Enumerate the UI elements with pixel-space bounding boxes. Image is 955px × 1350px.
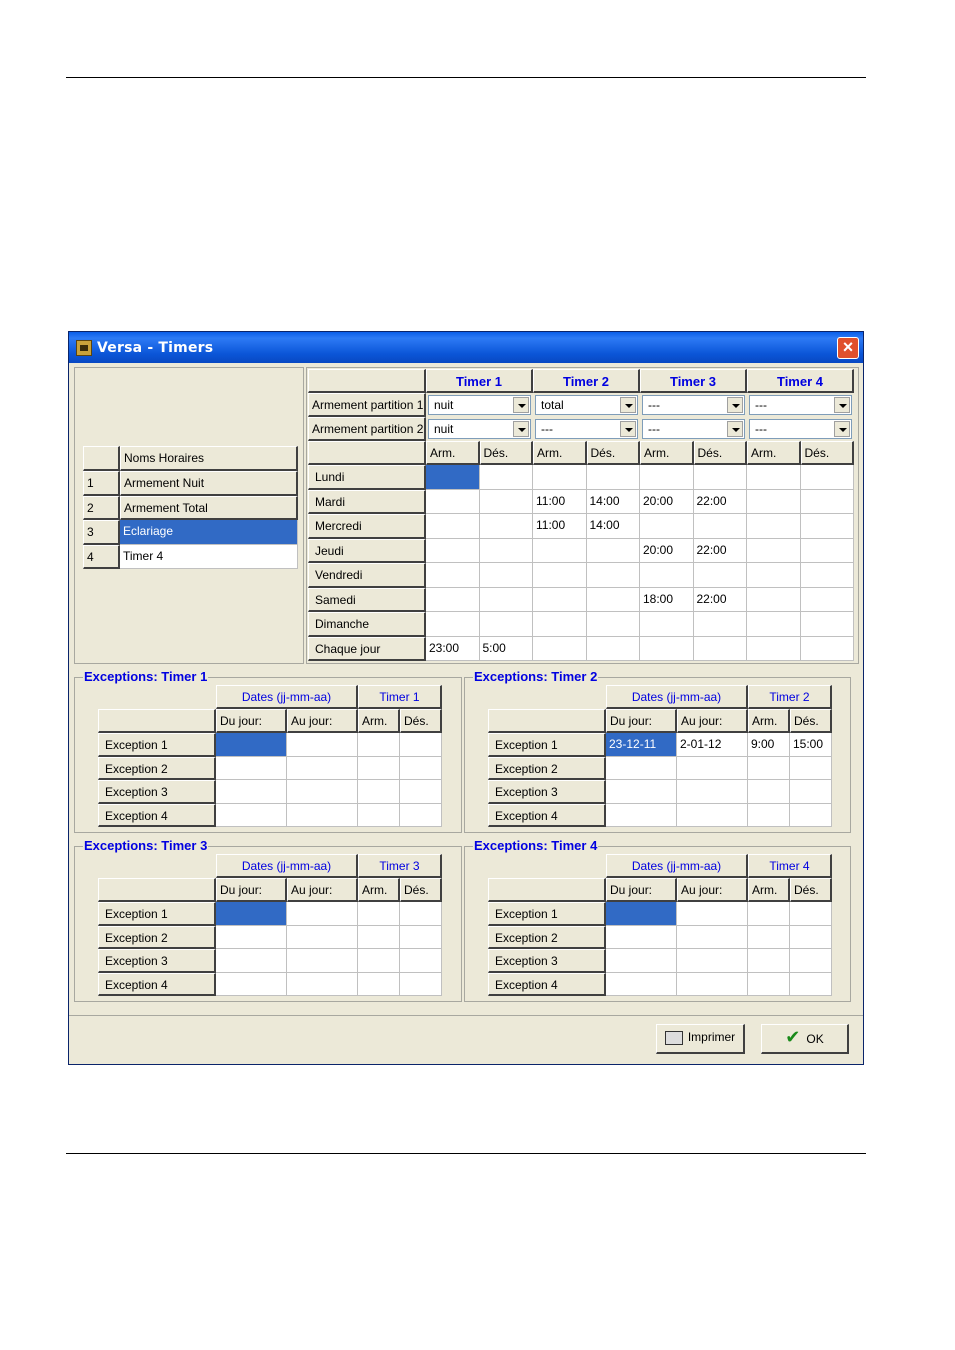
schedule-cell[interactable]: 14:00 <box>587 514 641 539</box>
exception-row-label: Exception 3 <box>98 780 216 804</box>
exception-row-label: Exception 1 <box>98 902 216 926</box>
dropdown-arrow-icon[interactable] <box>834 397 850 413</box>
schedule-cell[interactable] <box>533 588 587 613</box>
exception-cell[interactable] <box>400 949 442 973</box>
exception-cell[interactable] <box>400 757 442 781</box>
exception-cell[interactable] <box>287 757 358 781</box>
exception-cell[interactable] <box>677 926 748 950</box>
exception-cell[interactable] <box>677 780 748 804</box>
exceptions-title: Exceptions: Timer 3 <box>84 838 208 853</box>
schedule-cell[interactable] <box>694 612 748 637</box>
exception-cell[interactable] <box>400 926 442 950</box>
footer-divider <box>69 1015 863 1016</box>
day-label: Mardi <box>308 490 426 515</box>
exception-cell[interactable] <box>358 926 400 950</box>
schedule-cell[interactable] <box>480 612 534 637</box>
exception-cell[interactable] <box>790 757 832 781</box>
exception-row-label: Exception 4 <box>98 973 216 997</box>
names-row-number: 4 <box>83 545 120 570</box>
schedule-cell[interactable] <box>694 637 748 662</box>
names-row-name[interactable]: Armement Nuit <box>120 471 298 496</box>
schedule-cell[interactable] <box>533 612 587 637</box>
exception-cell[interactable] <box>358 733 400 757</box>
exception-cell[interactable] <box>358 973 400 997</box>
dropdown-arrow-icon[interactable] <box>727 421 743 437</box>
schedule-cell[interactable] <box>533 465 587 490</box>
dropdown-arrow-icon[interactable] <box>727 397 743 413</box>
exceptions-corner <box>98 709 216 733</box>
schedule-cell[interactable] <box>694 514 748 539</box>
schedule-cell[interactable] <box>640 563 694 588</box>
day-label: Chaque jour <box>308 637 426 662</box>
exception-row-label: Exception 2 <box>98 926 216 950</box>
exception-cell[interactable] <box>748 804 790 828</box>
partition-2-timer-3-select[interactable] <box>642 419 745 439</box>
timer-header-3: Timer 3 <box>640 369 747 393</box>
schedule-cell[interactable] <box>747 465 801 490</box>
schedule-cell[interactable] <box>480 490 534 515</box>
schedule-cell[interactable] <box>533 563 587 588</box>
exception-row-label: Exception 3 <box>98 949 216 973</box>
app-icon <box>76 340 92 356</box>
partition-1-timer-1-select[interactable] <box>428 395 531 415</box>
exception-cell[interactable]: 15:00 <box>790 733 832 757</box>
schedule-cell[interactable] <box>801 612 855 637</box>
schedule-cell[interactable]: 5:00 <box>480 637 534 662</box>
exception-cell[interactable] <box>677 902 748 926</box>
schedule-cell[interactable]: 20:00 <box>640 490 694 515</box>
partition-label-1: Armement partition 1 <box>308 393 426 417</box>
names-corner <box>83 446 120 471</box>
day-label: Dimanche <box>308 612 426 637</box>
select-value: --- <box>755 422 767 436</box>
schedule-cell[interactable] <box>747 539 801 564</box>
exception-cell[interactable] <box>606 902 677 926</box>
exception-cell[interactable] <box>216 780 287 804</box>
exceptions-timer-1-group <box>74 669 462 833</box>
des-header: Dés. <box>694 441 748 465</box>
select-value: total <box>541 398 564 412</box>
schedule-cell[interactable] <box>480 514 534 539</box>
exception-cell[interactable] <box>790 973 832 997</box>
schedule-cell[interactable] <box>480 588 534 613</box>
arm-header: Arm. <box>640 441 694 465</box>
exceptions-corner <box>488 709 606 733</box>
exception-column-header: Du jour: <box>606 709 677 733</box>
schedule-cell[interactable] <box>587 637 641 662</box>
exception-cell[interactable] <box>287 733 358 757</box>
title-bar[interactable] <box>69 332 863 363</box>
day-label: Mercredi <box>308 514 426 539</box>
schedule-cell[interactable] <box>747 514 801 539</box>
schedule-cell[interactable] <box>694 465 748 490</box>
schedule-cell[interactable] <box>801 490 855 515</box>
close-button[interactable] <box>837 337 859 359</box>
schedule-cell[interactable] <box>747 637 801 662</box>
exception-cell[interactable] <box>400 733 442 757</box>
exception-row-label: Exception 1 <box>488 902 606 926</box>
names-panel <box>74 367 304 664</box>
dates-header: Dates (jj-mm-aa) <box>606 854 748 878</box>
schedule-cell[interactable] <box>747 612 801 637</box>
partition-1-timer-4-select[interactable] <box>749 395 852 415</box>
exception-cell[interactable] <box>216 804 287 828</box>
schedule-cell[interactable] <box>801 465 855 490</box>
exception-row-label: Exception 2 <box>98 757 216 781</box>
exception-cell[interactable] <box>677 804 748 828</box>
exception-row-label: Exception 3 <box>488 949 606 973</box>
exception-column-header: Arm. <box>748 709 790 733</box>
partition-1-timer-3-select[interactable] <box>642 395 745 415</box>
partition-2-timer-2-select[interactable] <box>535 419 638 439</box>
exception-cell[interactable]: 9:00 <box>748 733 790 757</box>
exception-column-header: Au jour: <box>287 709 358 733</box>
exceptions-title: Exceptions: Timer 2 <box>474 669 598 684</box>
exception-row-label: Exception 4 <box>488 973 606 997</box>
exception-cell[interactable] <box>790 780 832 804</box>
exception-row-label: Exception 1 <box>98 733 216 757</box>
exception-cell[interactable] <box>358 949 400 973</box>
names-row-number: 3 <box>83 520 120 545</box>
des-header: Dés. <box>587 441 641 465</box>
exception-cell[interactable]: 2-01-12 <box>677 733 748 757</box>
exception-cell[interactable] <box>606 926 677 950</box>
schedule-cell[interactable] <box>587 588 641 613</box>
exceptions-corner <box>488 878 606 902</box>
names-row-name[interactable]: Eclariage <box>120 520 298 545</box>
exception-cell[interactable] <box>287 926 358 950</box>
ok-button[interactable] <box>761 1024 849 1054</box>
schedule-cell[interactable] <box>480 563 534 588</box>
exception-cell[interactable] <box>606 780 677 804</box>
schedule-cell[interactable] <box>587 563 641 588</box>
day-label: Lundi <box>308 465 426 490</box>
exceptions-corner <box>98 878 216 902</box>
exception-cell[interactable]: 23-12-11 <box>606 733 677 757</box>
exception-timer-header: Timer 2 <box>748 685 832 709</box>
exception-cell[interactable] <box>606 973 677 997</box>
exceptions-title: Exceptions: Timer 1 <box>84 669 208 684</box>
exception-column-header: Au jour: <box>287 878 358 902</box>
exception-cell[interactable] <box>606 949 677 973</box>
exception-column-header: Du jour: <box>216 878 287 902</box>
schedule-cell[interactable] <box>640 637 694 662</box>
exception-cell[interactable] <box>748 926 790 950</box>
partition-1-timer-2-select[interactable] <box>535 395 638 415</box>
exception-cell[interactable] <box>677 757 748 781</box>
select-value: nuit <box>434 398 454 412</box>
schedule-cell[interactable]: 22:00 <box>694 490 748 515</box>
names-header: Noms Horaires <box>120 446 298 471</box>
dates-header: Dates (jj-mm-aa) <box>216 854 358 878</box>
timer-header-1: Timer 1 <box>426 369 533 393</box>
exception-cell[interactable] <box>400 973 442 997</box>
exceptions-timer-4-group <box>464 838 851 1002</box>
exception-cell[interactable] <box>606 757 677 781</box>
exception-cell[interactable] <box>606 804 677 828</box>
exception-cell[interactable] <box>287 902 358 926</box>
schedule-cell[interactable]: 23:00 <box>426 637 480 662</box>
dropdown-arrow-icon[interactable] <box>834 421 850 437</box>
names-row-name[interactable]: Timer 4 <box>120 545 298 570</box>
exception-column-header: Dés. <box>790 878 832 902</box>
schedule-cell[interactable] <box>426 465 480 490</box>
arm-header: Arm. <box>747 441 801 465</box>
schedule-cell[interactable] <box>640 612 694 637</box>
checkmark-icon: ✔ <box>785 1027 801 1047</box>
page-bottom-rule <box>66 1153 866 1154</box>
exception-cell[interactable] <box>677 949 748 973</box>
schedule-cell[interactable]: 22:00 <box>694 539 748 564</box>
select-value: nuit <box>434 422 454 436</box>
exception-row-label: Exception 2 <box>488 926 606 950</box>
print-button-label: Imprimer <box>687 1030 736 1044</box>
exception-cell[interactable] <box>748 902 790 926</box>
dates-header: Dates (jj-mm-aa) <box>216 685 358 709</box>
schedule-cell[interactable] <box>533 539 587 564</box>
exception-column-header: Au jour: <box>677 878 748 902</box>
schedule-cell[interactable] <box>801 588 855 613</box>
exceptions-timer-2-group <box>464 669 851 833</box>
exception-column-header: Dés. <box>400 878 442 902</box>
exception-column-header: Dés. <box>400 709 442 733</box>
schedule-panel <box>306 367 859 664</box>
print-button[interactable] <box>656 1024 745 1054</box>
days-corner <box>308 441 426 465</box>
partition-2-timer-1-select[interactable] <box>428 419 531 439</box>
exception-cell[interactable] <box>358 902 400 926</box>
schedule-cell[interactable] <box>747 490 801 515</box>
exception-timer-header: Timer 1 <box>358 685 442 709</box>
schedule-corner <box>308 369 426 393</box>
close-icon: × <box>842 337 854 357</box>
exception-column-header: Arm. <box>748 878 790 902</box>
exception-cell[interactable] <box>287 804 358 828</box>
window-title: Versa - Timers <box>97 340 214 356</box>
exception-cell[interactable] <box>400 902 442 926</box>
des-header: Dés. <box>801 441 855 465</box>
exception-cell[interactable] <box>790 902 832 926</box>
timer-header-2: Timer 2 <box>533 369 640 393</box>
exception-row-label: Exception 4 <box>488 804 606 828</box>
arm-header: Arm. <box>533 441 587 465</box>
schedule-cell[interactable] <box>640 465 694 490</box>
exceptions-timer-3-group <box>74 838 462 1002</box>
exception-cell[interactable] <box>216 926 287 950</box>
schedule-cell[interactable]: 22:00 <box>694 588 748 613</box>
exceptions-title: Exceptions: Timer 4 <box>474 838 598 853</box>
schedule-cell[interactable] <box>587 539 641 564</box>
dropdown-arrow-icon[interactable] <box>620 397 636 413</box>
exception-column-header: Du jour: <box>216 709 287 733</box>
select-value: --- <box>541 422 553 436</box>
schedule-cell[interactable] <box>587 465 641 490</box>
exception-cell[interactable] <box>677 973 748 997</box>
dates-header: Dates (jj-mm-aa) <box>606 685 748 709</box>
schedule-cell[interactable]: 11:00 <box>533 514 587 539</box>
schedule-cell[interactable] <box>426 563 480 588</box>
schedule-cell[interactable] <box>801 514 855 539</box>
exception-cell[interactable] <box>790 804 832 828</box>
exception-column-header: Au jour: <box>677 709 748 733</box>
exception-cell[interactable] <box>216 902 287 926</box>
schedule-cell[interactable]: 11:00 <box>533 490 587 515</box>
timers-window <box>68 331 864 1065</box>
schedule-cell[interactable] <box>480 539 534 564</box>
names-row-name[interactable]: Armement Total <box>120 496 298 521</box>
exception-cell[interactable] <box>287 949 358 973</box>
exception-cell[interactable] <box>400 804 442 828</box>
names-row-number: 1 <box>83 471 120 496</box>
schedule-cell[interactable] <box>480 465 534 490</box>
exception-cell[interactable] <box>287 780 358 804</box>
exception-row-label: Exception 1 <box>488 733 606 757</box>
names-row-number: 2 <box>83 496 120 521</box>
exception-row-label: Exception 3 <box>488 780 606 804</box>
schedule-cell[interactable] <box>533 637 587 662</box>
exception-cell[interactable] <box>358 780 400 804</box>
des-header: Dés. <box>480 441 534 465</box>
select-value: --- <box>648 422 660 436</box>
partition-label-2: Armement partition 2 <box>308 417 426 441</box>
dropdown-arrow-icon[interactable] <box>513 397 529 413</box>
exception-cell[interactable] <box>748 780 790 804</box>
exception-column-header: Dés. <box>790 709 832 733</box>
schedule-cell[interactable] <box>587 612 641 637</box>
arm-header: Arm. <box>426 441 480 465</box>
schedule-cell[interactable] <box>426 539 480 564</box>
timer-header-4: Timer 4 <box>747 369 854 393</box>
schedule-cell[interactable] <box>747 588 801 613</box>
day-label: Samedi <box>308 588 426 613</box>
dropdown-arrow-icon[interactable] <box>513 421 529 437</box>
schedule-cell[interactable]: 18:00 <box>640 588 694 613</box>
exception-cell[interactable] <box>216 949 287 973</box>
select-value: --- <box>648 398 660 412</box>
exception-cell[interactable] <box>748 973 790 997</box>
dropdown-arrow-icon[interactable] <box>620 421 636 437</box>
schedule-cell[interactable]: 20:00 <box>640 539 694 564</box>
exception-cell[interactable] <box>400 780 442 804</box>
schedule-cell[interactable] <box>801 563 855 588</box>
exception-cell[interactable] <box>216 973 287 997</box>
schedule-cell[interactable] <box>801 539 855 564</box>
schedule-cell[interactable] <box>694 563 748 588</box>
exception-column-header: Arm. <box>358 709 400 733</box>
schedule-cell[interactable] <box>426 490 480 515</box>
exception-cell[interactable] <box>748 949 790 973</box>
exception-cell[interactable] <box>358 804 400 828</box>
schedule-cell[interactable] <box>426 588 480 613</box>
exception-row-label: Exception 2 <box>488 757 606 781</box>
page-top-rule <box>66 77 866 78</box>
exception-cell[interactable] <box>358 757 400 781</box>
printer-icon <box>665 1031 683 1045</box>
partition-2-timer-4-select[interactable] <box>749 419 852 439</box>
schedule-cell[interactable]: 14:00 <box>587 490 641 515</box>
ok-button-label: OK <box>806 1032 824 1046</box>
exception-column-header: Du jour: <box>606 878 677 902</box>
exception-cell[interactable] <box>216 733 287 757</box>
day-label: Jeudi <box>308 539 426 564</box>
exception-cell[interactable] <box>287 973 358 997</box>
schedule-cell[interactable] <box>426 514 480 539</box>
schedule-cell[interactable] <box>640 514 694 539</box>
exception-row-label: Exception 4 <box>98 804 216 828</box>
schedule-cell[interactable] <box>801 637 855 662</box>
select-value: --- <box>755 398 767 412</box>
exception-cell[interactable] <box>748 757 790 781</box>
exception-timer-header: Timer 3 <box>358 854 442 878</box>
schedule-cell[interactable] <box>426 612 480 637</box>
exception-timer-header: Timer 4 <box>748 854 832 878</box>
day-label: Vendredi <box>308 563 426 588</box>
exception-cell[interactable] <box>790 949 832 973</box>
exception-column-header: Arm. <box>358 878 400 902</box>
exception-cell[interactable] <box>790 926 832 950</box>
exception-cell[interactable] <box>216 757 287 781</box>
schedule-cell[interactable] <box>747 563 801 588</box>
